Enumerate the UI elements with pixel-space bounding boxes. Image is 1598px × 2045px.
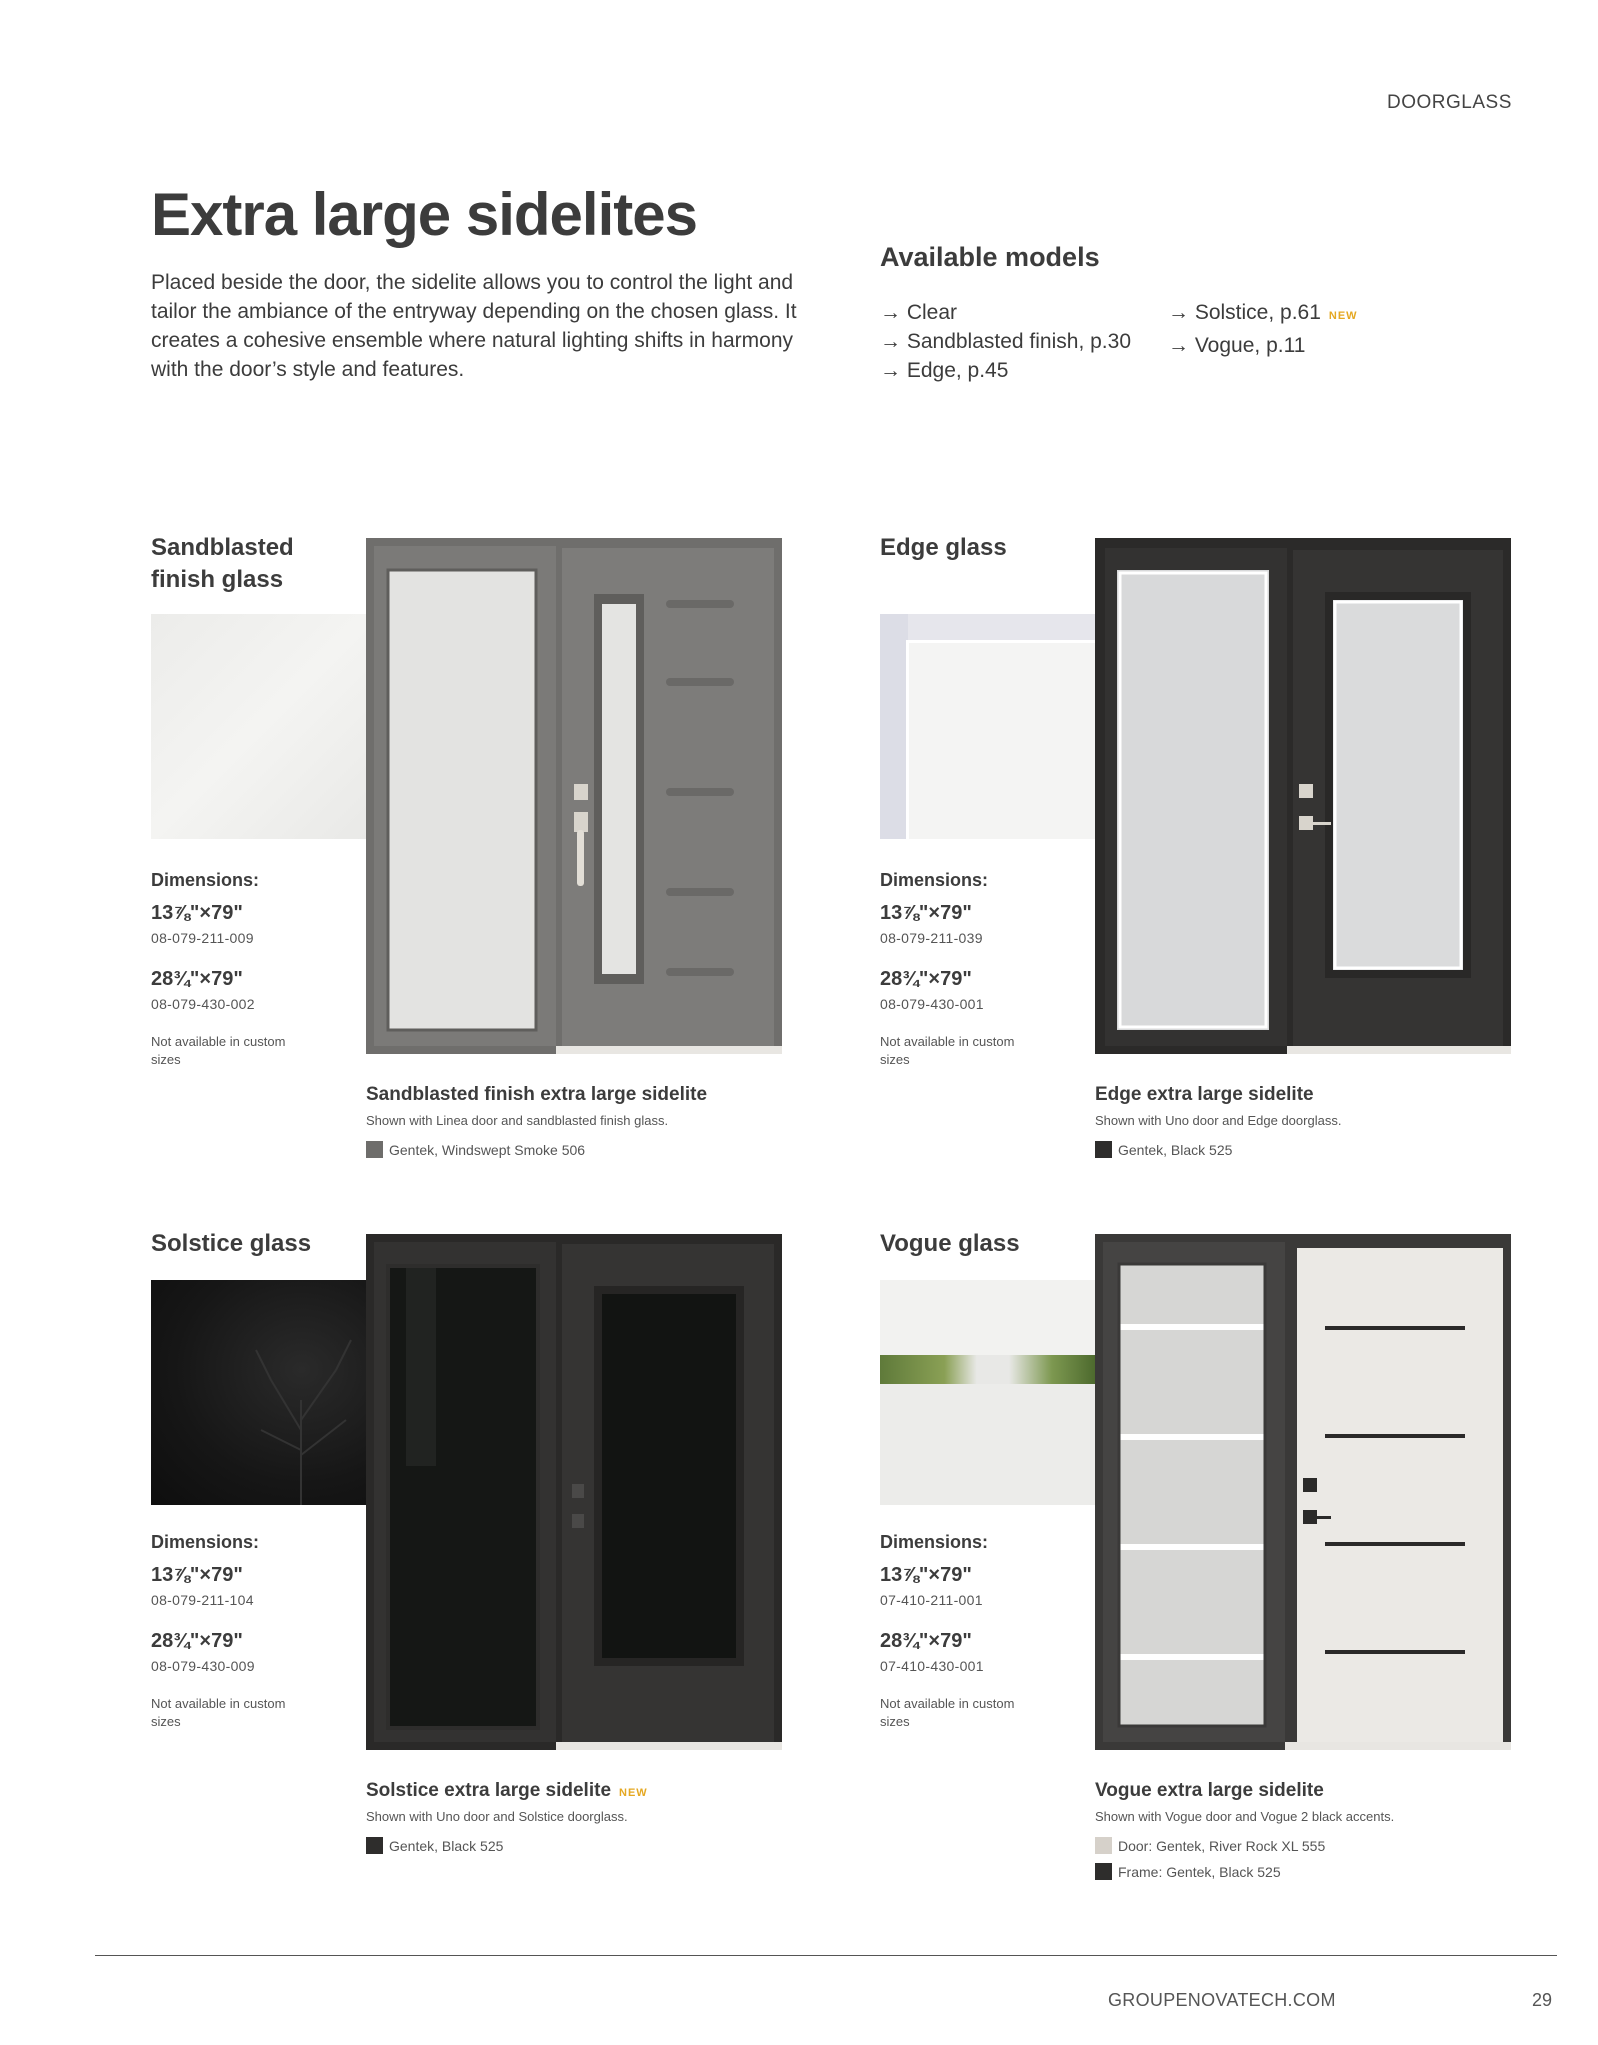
caption-title-vogue: Vogue extra large sidelite (1095, 1780, 1324, 1801)
model-link-vogue[interactable]: → Vogue, p.11 (1168, 334, 1306, 357)
page-number: 29 (1532, 1990, 1553, 2010)
color-swatch (1095, 1863, 1112, 1880)
new-badge: NEW (1328, 310, 1358, 322)
caption-subtitle-edge: Shown with Uno door and Edge doorglass. (1095, 1113, 1342, 1128)
caption-subtitle-sandblasted: Shown with Linea door and sandblasted finish glass. (366, 1113, 669, 1128)
models-list-2 (1168, 298, 1358, 360)
caption-title-solstice-label: Solstice extra large sidelite (366, 1780, 612, 1801)
color-swatch-row (366, 1837, 503, 1854)
product-code-large: 08-079-430-001 (880, 996, 984, 1012)
size-small: 13⅞"×79" (151, 902, 243, 924)
edge-glass-sample (880, 614, 1095, 839)
custom-size-note: Not available in custom sizes (880, 1696, 1015, 1729)
custom-size-note: Not available in custom sizes (880, 1034, 1015, 1067)
color-swatch-row (1095, 1863, 1281, 1880)
dimensions-label: Dimensions: (880, 1532, 989, 1552)
vogue-glass-sample (880, 1280, 1095, 1505)
product-code-large: 07-410-430-001 (880, 1658, 984, 1674)
model-link-sandblasted[interactable]: → Sandblasted finish, p.30 (880, 330, 1131, 353)
available-models-title: Available models (880, 242, 1100, 272)
product-code-small: 07-410-211-001 (880, 1592, 983, 1608)
model-link-solstice[interactable] (1168, 298, 1358, 331)
block-title-vogue: Vogue glass (880, 1230, 1020, 1257)
new-badge: NEW (619, 1787, 648, 1799)
color-swatch (1095, 1837, 1112, 1854)
color-swatch-row (1095, 1837, 1325, 1854)
color-swatch (1095, 1141, 1112, 1158)
dimensions-label: Dimensions: (880, 870, 989, 890)
custom-size-note: Not available in custom sizes (151, 1034, 286, 1067)
caption-subtitle-solstice: Shown with Uno door and Solstice doorglass. (366, 1809, 628, 1824)
block-title-solstice: Solstice glass (151, 1230, 312, 1257)
color-swatch (366, 1837, 383, 1854)
product-code-small: 08-079-211-039 (880, 930, 983, 946)
door-image-vogue (1095, 1234, 1515, 1752)
product-code-large: 08-079-430-009 (151, 1658, 255, 1674)
size-large: 28¾"×79" (151, 1630, 243, 1652)
color-swatch (366, 1141, 383, 1158)
solstice-glass-sample (151, 1280, 366, 1505)
model-link-edge[interactable]: → Edge, p.45 (880, 359, 1009, 382)
size-large: 28¾"×79" (151, 968, 243, 990)
product-code-small: 08-079-211-009 (151, 930, 254, 946)
color-swatch-label: Door: Gentek, River Rock XL 555 (1118, 1837, 1326, 1854)
block-title-edge: Edge glass (880, 534, 1007, 561)
color-swatch-label: Gentek, Black 525 (1118, 1141, 1233, 1158)
caption-title-sandblasted: Sandblasted finish extra large sidelite (366, 1084, 708, 1105)
size-large: 28¾"×79" (880, 968, 972, 990)
door-image-solstice (366, 1234, 786, 1752)
color-swatch-label: Frame: Gentek, Black 525 (1118, 1863, 1281, 1880)
custom-size-note: Not available in custom sizes (151, 1696, 286, 1729)
door-image-sandblasted (366, 538, 786, 1056)
dimensions-label: Dimensions: (151, 870, 260, 890)
color-swatch-row (1095, 1141, 1232, 1158)
caption-subtitle-vogue: Shown with Vogue door and Vogue 2 black accents. (1095, 1809, 1395, 1824)
intro-paragraph: Placed beside the door, the sidelite allows you to control the light and tailor the ambiance of the entryway depending on the chosen glass. It creates a cohesive ensemble where natural lighting shifts in harmony with the door’s style and features. (151, 271, 797, 381)
page-title: Extra large sidelites (151, 181, 697, 248)
color-swatch-label: Gentek, Windswept Smoke 506 (389, 1141, 586, 1158)
model-link-solstice-label: → Solstice, p.61 (1168, 301, 1321, 324)
dimensions-label: Dimensions: (151, 1532, 260, 1552)
model-link-clear[interactable]: → Clear (880, 301, 958, 324)
footer-divider (95, 1955, 1557, 1956)
size-large: 28¾"×79" (880, 1630, 972, 1652)
caption-title-solstice (366, 1780, 648, 1802)
size-small: 13⅞"×79" (151, 1564, 243, 1586)
product-code-small: 08-079-211-104 (151, 1592, 254, 1608)
color-swatch-label: Gentek, Black 525 (389, 1837, 504, 1854)
caption-title-edge: Edge extra large sidelite (1095, 1084, 1314, 1105)
door-image-edge (1095, 538, 1515, 1056)
block-title-sandblasted: Sandblasted finish glass (151, 534, 294, 593)
footer-website[interactable]: GROUPENOVATECH.COM (1108, 1990, 1336, 2010)
models-list-1 (880, 298, 1131, 385)
color-swatch-row (366, 1141, 585, 1158)
section-label: DOORGLASS (1387, 92, 1512, 113)
product-code-large: 08-079-430-002 (151, 996, 255, 1012)
size-small: 13⅞"×79" (880, 902, 972, 924)
sandblasted-glass-sample (151, 614, 366, 839)
size-small: 13⅞"×79" (880, 1564, 972, 1586)
